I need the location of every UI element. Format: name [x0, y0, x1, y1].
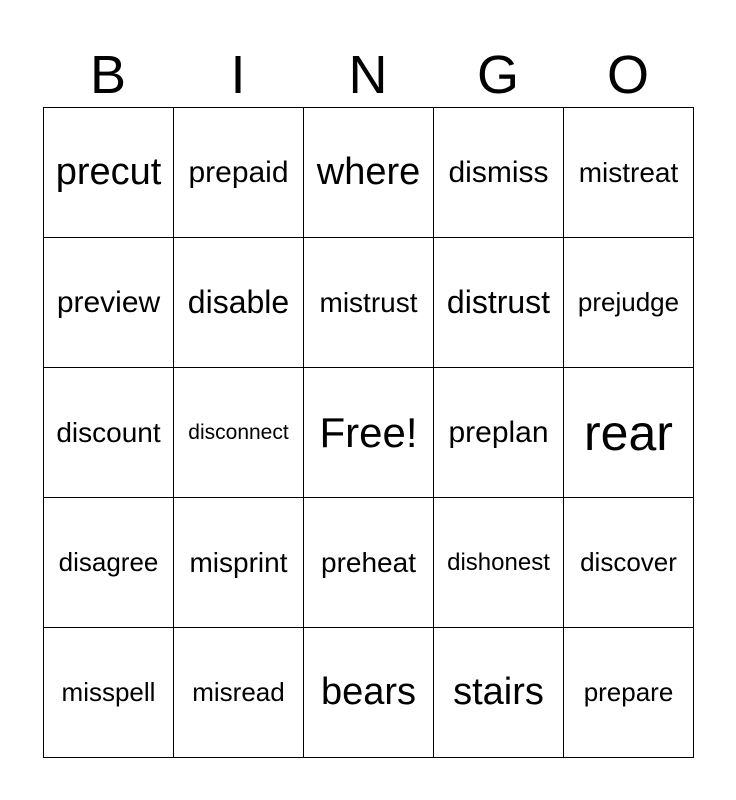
- bingo-cell[interactable]: misread: [174, 628, 304, 758]
- bingo-cell[interactable]: discount: [44, 368, 174, 498]
- bingo-cell[interactable]: mistreat: [564, 108, 694, 238]
- bingo-cell[interactable]: prepaid: [174, 108, 304, 238]
- bingo-cell[interactable]: distrust: [434, 238, 564, 368]
- bingo-cell[interactable]: bears: [304, 628, 434, 758]
- bingo-cell[interactable]: preplan: [434, 368, 564, 498]
- bingo-cell[interactable]: disable: [174, 238, 304, 368]
- bingo-cell[interactable]: mistrust: [304, 238, 434, 368]
- bingo-cell[interactable]: rear: [564, 368, 694, 498]
- free-space-cell[interactable]: Free!: [304, 368, 434, 498]
- bingo-cell[interactable]: preview: [44, 238, 174, 368]
- bingo-card-grid: [43, 107, 694, 758]
- bingo-cell[interactable]: misspell: [44, 628, 174, 758]
- bingo-cell[interactable]: prepare: [564, 628, 694, 758]
- header-letter-n: N: [348, 45, 388, 105]
- header-letter-g: G: [476, 45, 519, 105]
- bingo-cell[interactable]: disagree: [44, 498, 174, 628]
- bingo-cell[interactable]: where: [304, 108, 434, 238]
- bingo-cell[interactable]: disconnect: [174, 368, 304, 498]
- bingo-cell[interactable]: misprint: [174, 498, 304, 628]
- header-letter-o: O: [606, 45, 649, 105]
- bingo-cell[interactable]: preheat: [304, 498, 434, 628]
- bingo-cell[interactable]: stairs: [434, 628, 564, 758]
- bingo-cell[interactable]: dishonest: [434, 498, 564, 628]
- bingo-cell[interactable]: dismiss: [434, 108, 564, 238]
- bingo-cell[interactable]: prejudge: [564, 238, 694, 368]
- bingo-cell[interactable]: precut: [44, 108, 174, 238]
- bingo-cell[interactable]: discover: [564, 498, 694, 628]
- header-letter-b: B: [89, 45, 127, 105]
- bingo-header: [43, 42, 693, 108]
- header-letter-i: I: [230, 45, 246, 105]
